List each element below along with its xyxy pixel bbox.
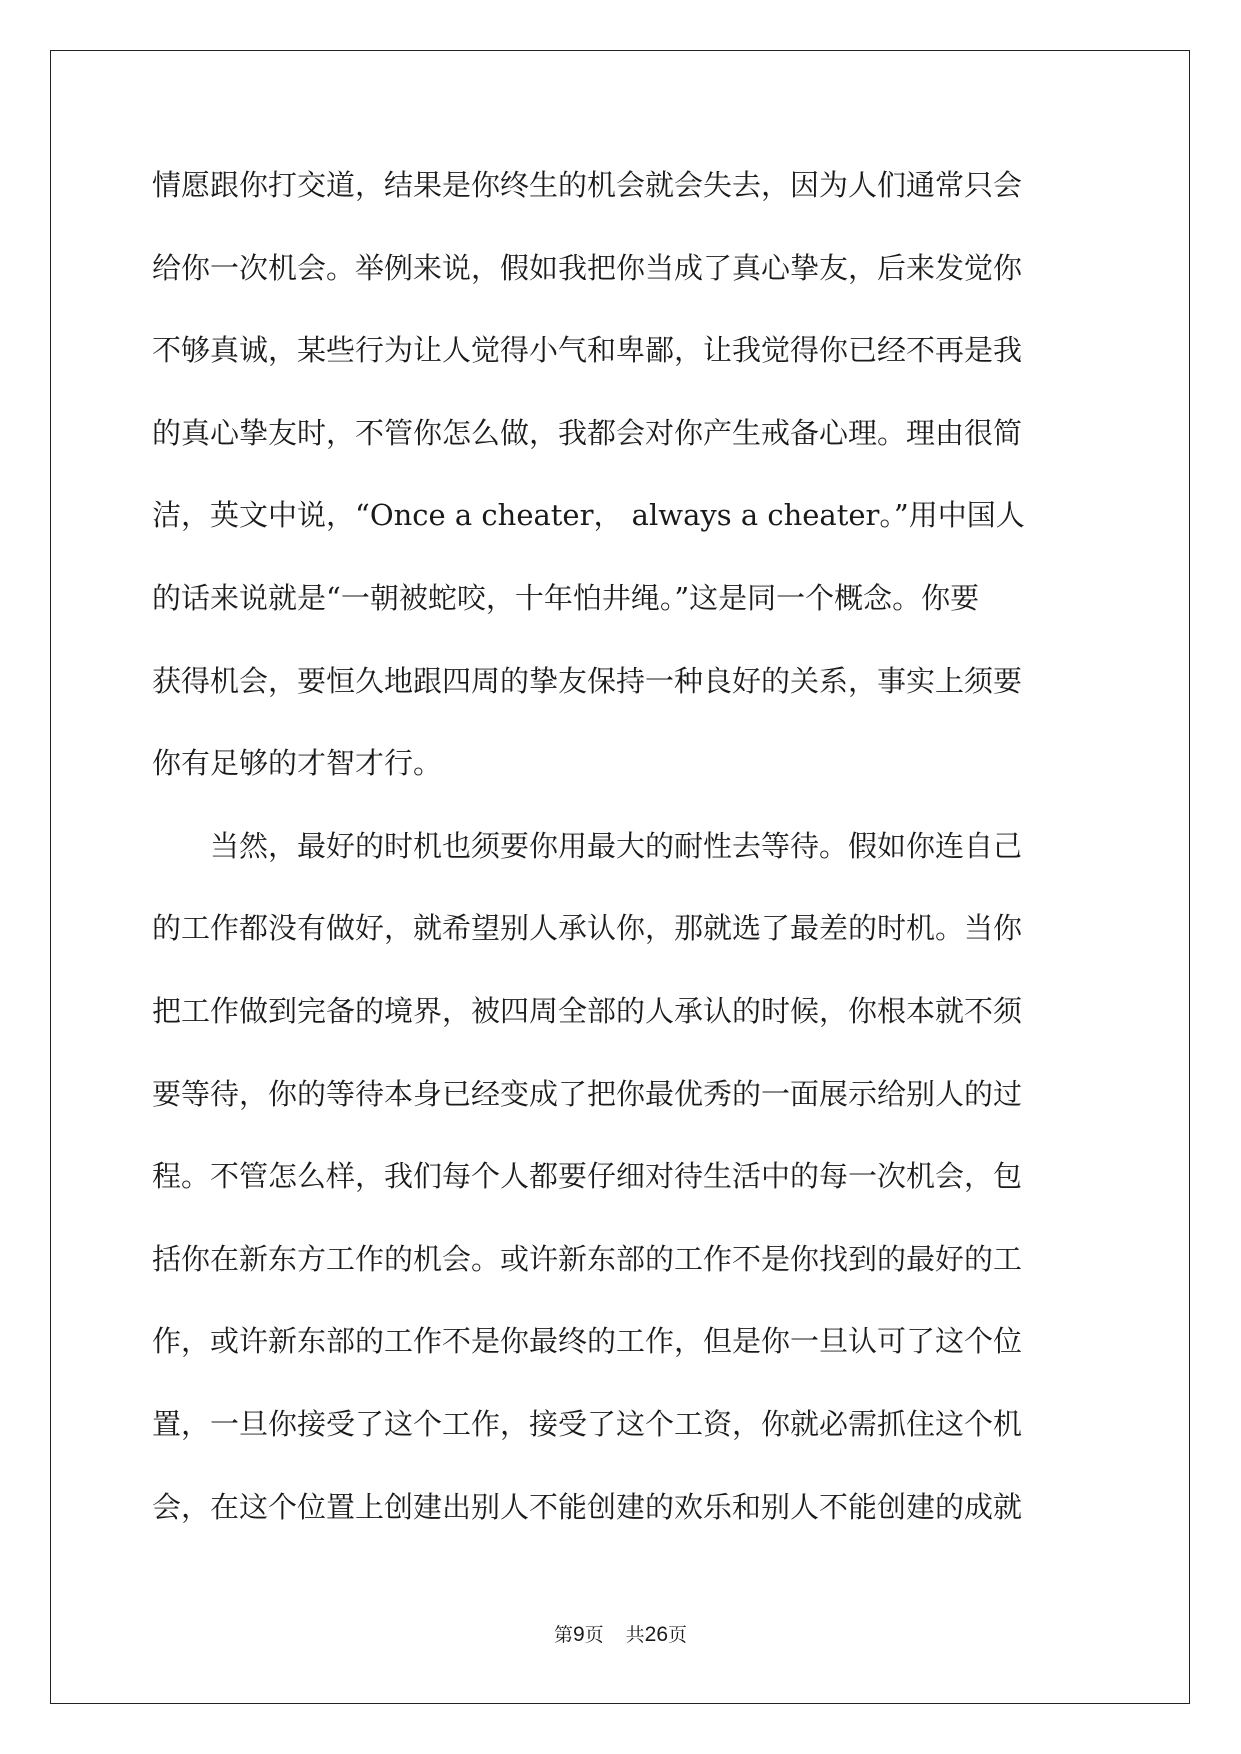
page-number: 9 <box>572 1623 585 1646</box>
total-suffix: 页 <box>668 1624 688 1646</box>
page-suffix: 页 <box>584 1624 604 1646</box>
text-line: 作，或许新东部的工作不是你最终的工作，但是你一旦认可了这个位 <box>152 1324 1023 1359</box>
text-line: 不够真诚，某些行为让人觉得小气和卑鄙，让我觉得你已经不再是我 <box>152 333 1023 368</box>
text-line: 的话来说就是“一朝被蛇咬，十年怕井绳。”这是同一个概念。你要 <box>152 580 980 615</box>
text-line: 你有足够的才智才行。 <box>152 746 443 781</box>
text-line: 获得机会，要恒久地跟四周的挚友保持一种良好的关系，事实上须要 <box>152 663 1023 698</box>
total-prefix: 共 <box>625 1624 645 1646</box>
text-line: 括你在新东方工作的机会。或许新东部的工作不是你找到的最好的工 <box>152 1241 1023 1276</box>
page-prefix: 第 <box>553 1624 573 1646</box>
text-line: 的真心挚友时，不管你怎么做，我都会对你产生戒备心理。理由很简 <box>152 415 1023 450</box>
text-line: 洁，英文中说，“Once a cheater， always a cheater。”用中国人 <box>152 498 1025 533</box>
text-line: 给你一次机会。举例来说，假如我把你当成了真心挚友，后来发觉你 <box>152 250 1023 285</box>
body-text <box>152 160 1092 1564</box>
paragraph-2 <box>152 821 1092 1564</box>
text-line: 把工作做到完备的境界，被四周全部的人承认的时候，你根本就不须 <box>152 993 1023 1028</box>
text-line: 情愿跟你打交道，结果是你终生的机会就会失去，因为人们通常只会 <box>152 168 1023 202</box>
text-line: 要等待，你的等待本身已经变成了把你最优秀的一面展示给别人的过 <box>152 1076 1023 1111</box>
page-footer <box>0 1620 1241 1647</box>
text-line: 的工作都没有做好，就希望别人承认你，那就选了最差的时机。当你 <box>152 911 1023 946</box>
text-line: 置，一旦你接受了这个工作，接受了这个工资，你就必需抓住这个机 <box>152 1406 1023 1441</box>
total-pages: 26 <box>644 1623 669 1646</box>
text-line: 会，在这个位置上创建出别人不能创建的欢乐和别人不能创建的成就 <box>152 1489 1023 1524</box>
text-line: 当然，最好的时机也须要你用最大的耐性去等待。假如你连自己 <box>210 828 1023 863</box>
text-line: 程。不管怎么样，我们每个人都要仔细对待生活中的每一次机会，包 <box>152 1159 1023 1194</box>
paragraph-1 <box>152 160 1092 821</box>
